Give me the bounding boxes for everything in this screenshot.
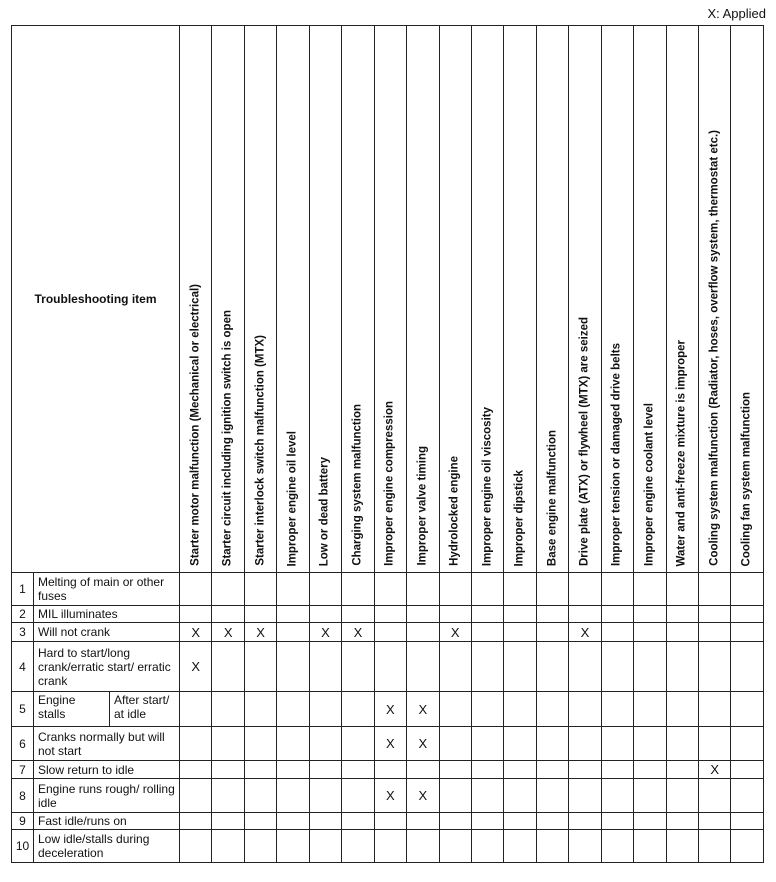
applied-mark-cell	[309, 692, 341, 727]
applied-mark-cell	[666, 642, 698, 692]
column-header	[699, 26, 731, 573]
column-header-label: Improper engine oil viscosity	[480, 406, 493, 566]
column-header	[180, 26, 212, 573]
applied-mark-cell	[731, 573, 763, 606]
applied-mark-cell	[536, 761, 568, 779]
applied-mark-cell	[277, 813, 309, 830]
applied-mark-cell	[569, 830, 601, 863]
row-label: Slow return to idle	[34, 761, 180, 779]
applied-mark-cell	[569, 727, 601, 761]
applied-mark-cell	[439, 642, 471, 692]
applied-mark-cell	[374, 642, 406, 692]
column-header	[666, 26, 698, 573]
row-label: Cranks normally but will not start	[34, 727, 180, 761]
applied-mark-cell	[244, 830, 276, 863]
applied-mark-cell	[439, 779, 471, 813]
table-row	[12, 642, 764, 692]
applied-mark-cell	[471, 623, 503, 642]
applied-mark-cell	[309, 830, 341, 863]
applied-mark-cell	[309, 761, 341, 779]
applied-mark-cell	[277, 779, 309, 813]
table-row	[12, 692, 764, 727]
applied-mark-cell	[601, 727, 633, 761]
applied-mark-cell	[569, 642, 601, 692]
applied-mark-cell: X	[374, 692, 406, 727]
row-number: 4	[12, 642, 34, 692]
row-label: Engine runs rough/ rolling idle	[34, 779, 180, 813]
applied-mark-cell	[277, 761, 309, 779]
column-header	[471, 26, 503, 573]
applied-mark-cell	[634, 573, 666, 606]
applied-mark-cell	[699, 813, 731, 830]
column-header-label: Charging system malfunction	[351, 404, 364, 566]
column-header	[342, 26, 374, 573]
row-number: 8	[12, 779, 34, 813]
column-header	[212, 26, 244, 573]
column-header-label: Improper tension or damaged drive belts	[610, 342, 623, 566]
column-header-label: Starter interlock switch malfunction (MTX)	[253, 335, 266, 566]
applied-mark-cell	[342, 830, 374, 863]
applied-mark-cell	[374, 813, 406, 830]
applied-mark-cell: X	[244, 623, 276, 642]
column-header	[634, 26, 666, 573]
applied-mark-cell	[407, 761, 439, 779]
column-header-label: Drive plate (ATX) or flywheel (MTX) are seized	[578, 316, 591, 566]
applied-mark-cell	[666, 830, 698, 863]
table-row	[12, 623, 764, 642]
applied-mark-cell	[244, 606, 276, 623]
applied-mark-cell	[471, 830, 503, 863]
applied-mark-cell	[180, 606, 212, 623]
applied-mark-cell	[504, 573, 536, 606]
troubleshooting-item-header: Troubleshooting item	[12, 26, 180, 573]
applied-mark-cell	[212, 573, 244, 606]
applied-mark-cell	[244, 642, 276, 692]
applied-mark-cell	[634, 761, 666, 779]
column-header	[407, 26, 439, 573]
table-row	[12, 813, 764, 830]
applied-mark-cell	[731, 623, 763, 642]
applied-mark-cell	[731, 761, 763, 779]
column-header-label: Hydrolocked engine	[448, 456, 461, 566]
applied-mark-cell	[666, 623, 698, 642]
applied-mark-cell	[439, 830, 471, 863]
column-header	[277, 26, 309, 573]
applied-mark-cell	[212, 761, 244, 779]
applied-mark-cell: X	[374, 779, 406, 813]
applied-mark-cell	[277, 727, 309, 761]
applied-mark-cell	[699, 779, 731, 813]
column-header-label: Improper valve timing	[416, 446, 429, 566]
column-header-label: Improper engine compression	[383, 401, 396, 566]
applied-mark-cell	[439, 573, 471, 606]
row-number: 7	[12, 761, 34, 779]
applied-mark-cell	[277, 830, 309, 863]
row-sublabel: After start/ at idle	[114, 693, 170, 721]
applied-mark-cell	[309, 573, 341, 606]
applied-mark-cell	[407, 830, 439, 863]
applied-mark-cell	[731, 813, 763, 830]
row-label-split	[34, 692, 180, 727]
applied-mark-cell	[601, 573, 633, 606]
header-row	[12, 26, 764, 573]
applied-mark-cell: X	[439, 623, 471, 642]
applied-mark-cell: X	[407, 779, 439, 813]
applied-mark-cell	[699, 623, 731, 642]
applied-mark-cell	[634, 727, 666, 761]
applied-mark-cell	[342, 573, 374, 606]
applied-mark-cell	[536, 779, 568, 813]
row-number: 6	[12, 727, 34, 761]
applied-mark-cell	[374, 830, 406, 863]
applied-mark-cell	[666, 573, 698, 606]
applied-mark-cell: X	[180, 642, 212, 692]
row-number: 5	[12, 692, 34, 727]
applied-mark-cell	[601, 623, 633, 642]
applied-mark-cell: X	[212, 623, 244, 642]
applied-mark-cell	[666, 727, 698, 761]
applied-mark-cell	[212, 830, 244, 863]
applied-mark-cell	[569, 606, 601, 623]
applied-mark-cell	[699, 642, 731, 692]
row-label: Melting of main or other fuses	[34, 573, 180, 606]
applied-mark-cell: X	[699, 761, 731, 779]
applied-mark-cell	[536, 727, 568, 761]
applied-mark-cell	[342, 727, 374, 761]
applied-mark-cell	[309, 642, 341, 692]
applied-mark-cell	[569, 692, 601, 727]
applied-mark-cell	[180, 692, 212, 727]
column-header	[244, 26, 276, 573]
column-header-label: Starter circuit including ignition switch is open	[221, 309, 234, 566]
applied-mark-cell	[407, 813, 439, 830]
column-header	[374, 26, 406, 573]
column-header-label: Improper engine oil level	[286, 430, 299, 566]
applied-mark-cell	[407, 623, 439, 642]
applied-mark-cell	[601, 761, 633, 779]
applied-mark-cell	[439, 692, 471, 727]
applied-mark-cell	[569, 779, 601, 813]
applied-mark-cell	[536, 813, 568, 830]
applied-mark-cell: X	[342, 623, 374, 642]
column-header	[439, 26, 471, 573]
applied-mark-cell	[666, 761, 698, 779]
applied-mark-cell	[439, 606, 471, 623]
applied-mark-cell	[699, 727, 731, 761]
applied-mark-cell	[569, 813, 601, 830]
applied-mark-cell	[471, 573, 503, 606]
applied-mark-cell	[634, 642, 666, 692]
table-row	[12, 830, 764, 863]
applied-mark-cell	[471, 692, 503, 727]
row-label: Engine stalls	[34, 692, 110, 726]
applied-mark-cell	[212, 779, 244, 813]
applied-mark-cell	[180, 830, 212, 863]
row-label: Will not crank	[34, 623, 180, 642]
applied-mark-cell	[471, 761, 503, 779]
applied-mark-cell	[569, 573, 601, 606]
row-number: 10	[12, 830, 34, 863]
applied-mark-cell	[180, 573, 212, 606]
applied-mark-cell	[342, 642, 374, 692]
applied-mark-cell	[180, 761, 212, 779]
table-row	[12, 727, 764, 761]
applied-mark-cell	[666, 813, 698, 830]
applied-mark-cell	[277, 573, 309, 606]
column-header	[569, 26, 601, 573]
applied-mark-cell	[666, 692, 698, 727]
applied-mark-cell	[342, 692, 374, 727]
row-label: Hard to start/long crank/erratic start/ erratic crank	[34, 642, 180, 692]
applied-mark-cell	[699, 830, 731, 863]
applied-mark-cell	[309, 779, 341, 813]
applied-mark-cell	[601, 813, 633, 830]
applied-mark-cell	[731, 727, 763, 761]
table-row	[12, 761, 764, 779]
applied-mark-cell	[212, 727, 244, 761]
applied-mark-cell	[504, 830, 536, 863]
applied-mark-cell	[309, 813, 341, 830]
applied-mark-cell	[634, 692, 666, 727]
column-header-label: Cooling system malfunction (Radiator, hoses, overflow system, thermostat etc.)	[707, 130, 720, 566]
legend-applied: X: Applied	[707, 6, 766, 21]
applied-mark-cell	[374, 573, 406, 606]
applied-mark-cell	[634, 606, 666, 623]
applied-mark-cell	[212, 692, 244, 727]
applied-mark-cell	[601, 779, 633, 813]
applied-mark-cell	[634, 830, 666, 863]
applied-mark-cell	[731, 606, 763, 623]
row-label: Low idle/stalls during deceleration	[34, 830, 180, 863]
applied-mark-cell	[277, 642, 309, 692]
applied-mark-cell	[244, 692, 276, 727]
column-header-label: Starter motor malfunction (Mechanical or electrical)	[188, 284, 201, 566]
row-number: 9	[12, 813, 34, 830]
row-number: 3	[12, 623, 34, 642]
applied-mark-cell: X	[407, 727, 439, 761]
table-row	[12, 779, 764, 813]
applied-mark-cell	[731, 642, 763, 692]
applied-mark-cell	[471, 727, 503, 761]
applied-mark-cell	[601, 606, 633, 623]
applied-mark-cell	[699, 692, 731, 727]
applied-mark-cell	[536, 692, 568, 727]
applied-mark-cell	[634, 813, 666, 830]
applied-mark-cell	[666, 779, 698, 813]
applied-mark-cell	[277, 606, 309, 623]
row-number: 2	[12, 606, 34, 623]
applied-mark-cell	[731, 830, 763, 863]
applied-mark-cell: X	[374, 727, 406, 761]
applied-mark-cell: X	[569, 623, 601, 642]
applied-mark-cell	[601, 830, 633, 863]
applied-mark-cell	[536, 623, 568, 642]
applied-mark-cell	[212, 813, 244, 830]
row-number: 1	[12, 573, 34, 606]
applied-mark-cell	[277, 692, 309, 727]
applied-mark-cell	[212, 642, 244, 692]
applied-mark-cell	[569, 761, 601, 779]
applied-mark-cell	[634, 779, 666, 813]
column-header	[504, 26, 536, 573]
applied-mark-cell	[407, 573, 439, 606]
column-header-label: Base engine malfunction	[545, 429, 558, 566]
row-label: Fast idle/runs on	[34, 813, 180, 830]
applied-mark-cell	[244, 813, 276, 830]
applied-mark-cell	[699, 573, 731, 606]
applied-mark-cell	[342, 761, 374, 779]
applied-mark-cell	[244, 779, 276, 813]
applied-mark-cell	[504, 623, 536, 642]
applied-mark-cell	[601, 642, 633, 692]
applied-mark-cell	[439, 761, 471, 779]
applied-mark-cell	[439, 727, 471, 761]
column-header	[601, 26, 633, 573]
table-row	[12, 606, 764, 623]
applied-mark-cell	[374, 761, 406, 779]
applied-mark-cell	[180, 813, 212, 830]
applied-mark-cell	[180, 779, 212, 813]
applied-mark-cell	[504, 779, 536, 813]
row-label: MIL illuminates	[34, 606, 180, 623]
applied-mark-cell	[277, 623, 309, 642]
applied-mark-cell	[471, 813, 503, 830]
column-header-label: Improper dipstick	[513, 469, 526, 566]
column-header	[309, 26, 341, 573]
applied-mark-cell	[407, 606, 439, 623]
applied-mark-cell	[342, 606, 374, 623]
applied-mark-cell: X	[309, 623, 341, 642]
applied-mark-cell	[536, 830, 568, 863]
column-header	[731, 26, 763, 573]
applied-mark-cell: X	[180, 623, 212, 642]
table-row	[12, 573, 764, 606]
applied-mark-cell	[471, 779, 503, 813]
applied-mark-cell	[504, 692, 536, 727]
applied-mark-cell	[374, 606, 406, 623]
applied-mark-cell	[374, 623, 406, 642]
applied-mark-cell	[634, 623, 666, 642]
applied-mark-cell	[471, 606, 503, 623]
applied-mark-cell	[666, 606, 698, 623]
applied-mark-cell	[536, 606, 568, 623]
applied-mark-cell	[504, 642, 536, 692]
applied-mark-cell	[309, 606, 341, 623]
applied-mark-cell	[504, 761, 536, 779]
applied-mark-cell	[536, 642, 568, 692]
applied-mark-cell	[601, 692, 633, 727]
column-header-label: Low or dead battery	[318, 456, 331, 566]
applied-mark-cell	[471, 642, 503, 692]
applied-mark-cell	[342, 779, 374, 813]
applied-mark-cell	[504, 727, 536, 761]
applied-mark-cell	[244, 573, 276, 606]
applied-mark-cell	[180, 727, 212, 761]
applied-mark-cell	[244, 761, 276, 779]
applied-mark-cell	[731, 692, 763, 727]
applied-mark-cell	[536, 573, 568, 606]
applied-mark-cell	[699, 606, 731, 623]
troubleshooting-table	[11, 25, 764, 863]
column-header-label: Water and anti-freeze mixture is improper	[675, 339, 688, 566]
table-body	[12, 573, 764, 863]
column-header-label: Improper engine coolant level	[643, 403, 656, 566]
applied-mark-cell	[309, 727, 341, 761]
applied-mark-cell: X	[407, 692, 439, 727]
applied-mark-cell	[504, 813, 536, 830]
column-header	[536, 26, 568, 573]
applied-mark-cell	[244, 727, 276, 761]
applied-mark-cell	[439, 813, 471, 830]
applied-mark-cell	[342, 813, 374, 830]
applied-mark-cell	[731, 779, 763, 813]
applied-mark-cell	[504, 606, 536, 623]
applied-mark-cell	[407, 642, 439, 692]
column-header-label: Cooling fan system malfunction	[740, 391, 753, 566]
applied-mark-cell	[212, 606, 244, 623]
